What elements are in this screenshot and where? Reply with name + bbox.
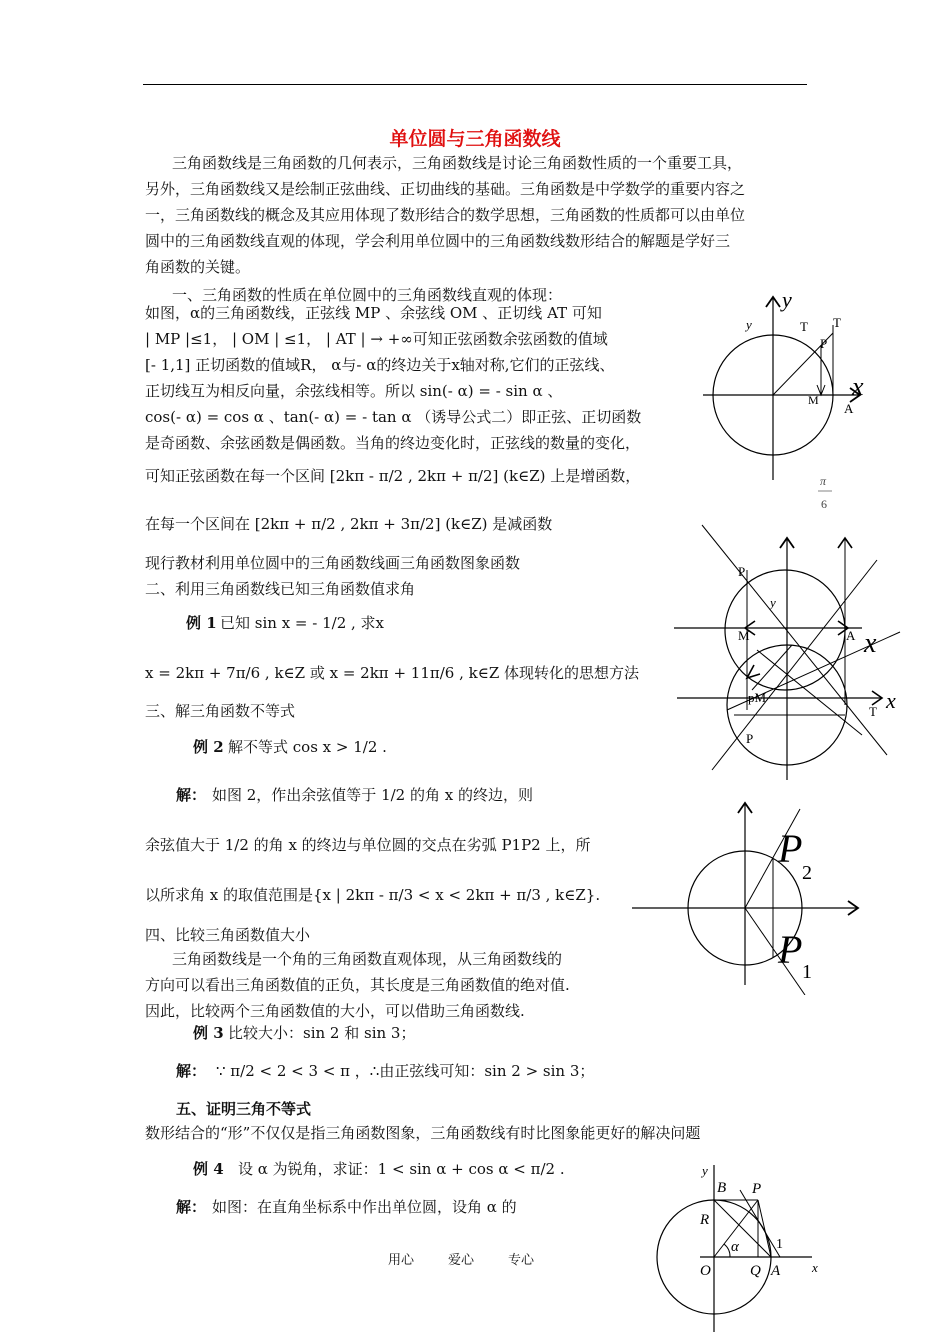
section1-line-4: 正切线互为相反向量，余弦线相等。所以 sin(- α) = - sin α 、	[145, 382, 563, 400]
fig4-label-P: P	[752, 1181, 762, 1197]
fig3-label-P2-sub: 2	[802, 862, 812, 884]
section1-line-6: 是奇函数、余弦函数是偶函数。当角的终边变化时，正弦线的数量的变化，	[145, 434, 641, 452]
fig2-small-arrow	[747, 665, 760, 678]
example4-solution-label: 解：	[176, 1198, 207, 1216]
section5-p1: 数形结合的“形”不仅仅是指三角函数图象，三角函数线有时比图象能更好的解决问题	[145, 1124, 701, 1142]
footer-word-1: 用心	[388, 1253, 415, 1268]
example1-text: 已知 sin x = - 1/2 , 求x	[220, 614, 384, 632]
fig4-label-one: 1	[776, 1237, 783, 1252]
intro-line-3: 一，三角函数线的概念及其应用体现了数形结合的数学思想，三角函数的性质都可以由单位	[145, 206, 746, 224]
fig4-angle-arc	[724, 1244, 730, 1257]
fig4-label-R: R	[700, 1212, 710, 1228]
fig1-label-x: x	[852, 372, 864, 401]
section1-line-9: 现行教材利用单位圆中的三角函数线画三角函数图象函数	[145, 554, 521, 572]
header-rule	[143, 84, 807, 85]
example4-text: 设 α 为锐角，求证：1 < sin α + cos α < π/2 .	[238, 1160, 565, 1178]
intro-line-2: 另外，三角函数线又是绘制正弦曲线、正切曲线的基础。三角函数是中学数学的重要内容之	[145, 180, 746, 198]
fig2-diagonal-1	[702, 525, 887, 755]
fig3-label-P1-sub: 1	[802, 961, 812, 983]
example3-solution: ∵ π/2 < 2 < 3 < π ，∴由正弦线可知：sin 2 > sin 3；	[216, 1062, 595, 1080]
fig4-PA	[758, 1200, 771, 1257]
intro-line-1: 三角函数线是三角函数的几何表示，三角函数线是讨论三角函数性质的一个重要工具，	[172, 154, 743, 172]
footer-word-2: 爱心	[448, 1253, 475, 1268]
fig1-frac-den: 6	[821, 497, 827, 511]
intro-line-5: 角函数的关键。	[145, 258, 251, 276]
example2-solution-2: 余弦值大于 1/2 的角 x 的终边与单位圆的交点在劣弧 P1P2 上，所	[145, 836, 591, 854]
section4-p2: 方向可以看出三角函数值的正负，其长度是三角函数值的绝对值.	[145, 976, 570, 994]
fig4-label-B: B	[717, 1180, 727, 1196]
fig4-label-y: y	[702, 1163, 708, 1178]
fig2-label-P-bottom: P	[746, 731, 754, 746]
example2-solution-1: 如图 2，作出余弦值等于 1/2 的角 x 的终边，则	[212, 786, 533, 804]
fig1-label-P: P	[820, 336, 828, 351]
example2-solution-label: 解：	[176, 786, 207, 804]
example1-answer: x = 2kπ + 7π/6 , k∈Z 或 x = 2kπ + 11π/6 , k∈Z 体现转化的思想方法	[145, 664, 640, 682]
section1-line-7: 可知正弦函数在每一个区间 [2kπ - π/2 , 2kπ + π/2] (k∈Z) 上是增函数，	[145, 467, 641, 485]
fig1-label-T2: T	[833, 315, 841, 330]
fig1-label-y: y	[782, 287, 792, 312]
fig1-label-T1: T	[800, 319, 808, 334]
figure-two-circles	[672, 520, 912, 785]
fig2-label-A: A	[846, 628, 856, 643]
figure-unit-circle-trig-lines	[700, 285, 880, 515]
fig2-label-P-top: P	[738, 564, 746, 579]
section1-line-5: cos(- α) = cos α 、tan(- α) = - tan α （诱导公式二）即正弦、正切函数	[145, 408, 642, 426]
section1-heading: 一、三角函数的性质在单位圆中的三角函数线直观的体现：	[172, 286, 563, 304]
fig3-label-P1: P	[778, 927, 803, 972]
example4-solution: 如图：在直角坐标系中作出单位圆，设角 α 的	[212, 1198, 517, 1216]
section4-heading: 四、比较三角函数值大小	[145, 926, 311, 944]
fig4-label-A: A	[771, 1263, 781, 1279]
fig1-label-A: A	[844, 401, 854, 416]
section4-p1: 三角函数线是一个角的三角函数直观体现，从三角函数线的	[172, 950, 563, 968]
example3-label: 例 3	[193, 1024, 224, 1042]
section1-line-3: [- 1,1] 正切函数的值域R， α与- α的终边关于x轴对称,它们的正弦线、	[145, 356, 615, 374]
figure-unit-circle-proof	[630, 1160, 830, 1335]
fig3-label-P2: P	[778, 826, 803, 871]
footer-word-3: 专心	[508, 1253, 535, 1268]
example4-label: 例 4	[193, 1160, 224, 1178]
fig2-label-x-upper: x	[864, 628, 877, 659]
fig2-label-pM: pM	[748, 690, 767, 705]
example2-label: 例 2	[193, 738, 224, 756]
fig2-label-T: T	[869, 704, 877, 719]
example3-solution-label: 解：	[176, 1062, 207, 1080]
section1-line-8: 在每一个区间在 [2kπ + π/2 , 2kπ + 3π/2] (k∈Z) 是减函数	[145, 515, 553, 533]
section5-heading: 五、证明三角不等式	[176, 1100, 312, 1118]
example2-solution-3: 以所求角 x 的取值范围是{x | 2kπ - π/3 < x < 2kπ + π/3 , k∈Z}.	[145, 886, 601, 904]
figure-cosine-inequality	[630, 795, 870, 995]
section3-heading: 三、解三角函数不等式	[145, 702, 296, 720]
fig4-label-Q: Q	[750, 1263, 761, 1279]
example3-text: 比较大小：sin 2 和 sin 3；	[228, 1024, 416, 1042]
fig2-label-y: y	[770, 595, 776, 610]
fig4-tangent	[740, 1190, 780, 1257]
section2-heading: 二、利用三角函数线已知三角函数值求角	[145, 580, 416, 598]
fig1-label-y-small: y	[746, 317, 752, 332]
section1-line-2: | MP |≤1， | OM | ≤1， | AT | → +∞可知正弦函数余弦函数的值域	[145, 330, 608, 348]
example2-text: 解不等式 cos x > 1/2 .	[228, 738, 387, 756]
fig2-label-M: M	[738, 628, 750, 643]
fig4-label-O: O	[700, 1263, 711, 1279]
fig4-label-alpha: α	[731, 1239, 739, 1255]
fig2-label-x-lower: x	[886, 688, 896, 713]
section4-p3: 因此，比较两个三角函数值的大小，可以借助三角函数线.	[145, 1002, 525, 1020]
section1-line-1: 如图，α的三角函数线，正弦线 MP 、余弦线 OM 、正切线 AT 可知	[145, 304, 602, 322]
fig1-label-M: M	[808, 393, 819, 407]
example1-label: 例 1	[186, 614, 217, 632]
intro-line-4: 圆中的三角函数线直观的体现，学会利用单位圆中的三角函数线数形结合的解题是学好三	[145, 232, 731, 250]
page-title: 单位圆与三角函数线	[389, 128, 561, 150]
fig1-frac-num: π	[820, 474, 827, 488]
fig4-label-x: x	[812, 1260, 818, 1275]
